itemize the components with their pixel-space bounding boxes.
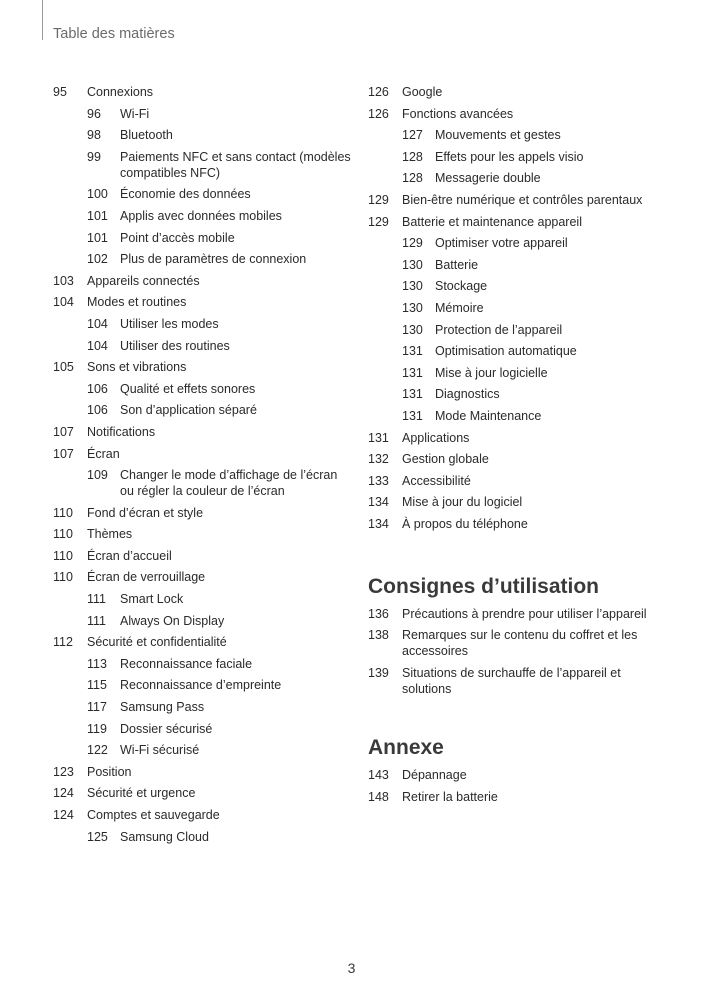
- toc-page-number: 104: [87, 338, 108, 353]
- toc-page-number: 143: [368, 768, 389, 783]
- toc-entry-title: Appareils connectés: [87, 273, 200, 288]
- toc-entry[interactable]: [368, 300, 668, 316]
- toc-entry[interactable]: [368, 322, 668, 338]
- toc-entry[interactable]: [53, 591, 353, 607]
- toc-entry[interactable]: [368, 494, 668, 510]
- toc-page-number: 119: [87, 721, 107, 736]
- toc-entry[interactable]: [53, 505, 353, 521]
- toc-entry-title: Utiliser les modes: [120, 316, 219, 331]
- toc-page-number: 138: [368, 628, 389, 643]
- toc-page-number: 139: [368, 666, 389, 681]
- toc-entry-title: Accessibilité: [402, 473, 471, 488]
- toc-entry[interactable]: [53, 548, 353, 564]
- toc-entry[interactable]: [368, 516, 668, 532]
- toc-entry-title: Économie des données: [120, 187, 251, 202]
- toc-entry[interactable]: [368, 235, 668, 251]
- toc-entry-title: Bluetooth: [120, 128, 173, 143]
- toc-entry[interactable]: [53, 149, 353, 181]
- toc-entry[interactable]: [53, 699, 353, 715]
- toc-entry[interactable]: [53, 807, 353, 823]
- toc-page-number: 102: [87, 252, 108, 267]
- toc-page-number: 110: [53, 548, 73, 563]
- toc-page-number: 124: [53, 786, 74, 801]
- toc-entry[interactable]: [368, 84, 668, 100]
- toc-entry[interactable]: [368, 430, 668, 446]
- toc-page-number: 96: [87, 106, 101, 121]
- toc-page-number: 103: [53, 273, 74, 288]
- toc-entry-title: Écran: [87, 446, 120, 461]
- toc-entry[interactable]: [368, 170, 668, 186]
- toc-entry-title: Google: [402, 85, 443, 99]
- toc-entry-title: Optimiser votre appareil: [435, 236, 568, 251]
- toc-entry[interactable]: [368, 789, 668, 805]
- toc-entry-title: Always On Display: [120, 613, 225, 628]
- toc-page-number: 130: [402, 322, 423, 337]
- toc-entry-title: Batterie: [435, 257, 479, 272]
- toc-page-number: 95: [53, 85, 67, 99]
- toc-entry[interactable]: [53, 634, 353, 650]
- toc-page-number: 131: [402, 387, 423, 402]
- toc-entry[interactable]: [368, 408, 668, 424]
- toc-entry-title: Mouvements et gestes: [435, 128, 561, 143]
- toc-entry-title: Écran de verrouillage: [87, 570, 206, 585]
- toc-entry-title: Protection de l’appareil: [435, 322, 563, 337]
- toc-page-number: 101: [87, 230, 108, 245]
- toc-page-number: 99: [87, 149, 101, 164]
- toc-page-number: 127: [402, 128, 423, 143]
- toc-page-number: 130: [402, 279, 423, 294]
- toc-page-number: 106: [87, 403, 108, 418]
- toc-entry[interactable]: [53, 569, 353, 585]
- toc-entry[interactable]: [368, 106, 668, 122]
- toc-page-number: 105: [53, 360, 74, 375]
- toc-page-number: 126: [368, 106, 389, 121]
- toc-entry-title: Paiements NFC et sans contact (modèles compatibles NFC): [120, 149, 351, 180]
- toc-page-number: 104: [87, 316, 108, 331]
- toc-page-number: 129: [368, 214, 389, 229]
- toc-entry-title: Wi-Fi: [120, 106, 150, 121]
- toc-page-number: 107: [53, 446, 74, 461]
- toc-entry[interactable]: [368, 606, 668, 622]
- toc-entry-title: Gestion globale: [402, 452, 489, 467]
- toc-entry-title: Sons et vibrations: [87, 360, 187, 375]
- header-rule: [42, 0, 43, 40]
- toc-page-number: 110: [53, 527, 73, 542]
- toc-entry[interactable]: [53, 251, 353, 267]
- toc-entry[interactable]: [53, 424, 353, 440]
- toc-entry-title: Qualité et effets sonores: [120, 381, 256, 396]
- toc-page-number: 100: [87, 187, 108, 202]
- toc-right-list: [368, 84, 668, 532]
- toc-page-number: 148: [368, 789, 389, 804]
- toc-page-number: 131: [368, 430, 389, 445]
- toc-page-number: 98: [87, 128, 101, 143]
- toc-entry[interactable]: [368, 473, 668, 489]
- toc-entry-title: Plus de paramètres de connexion: [120, 252, 307, 267]
- toc-entry[interactable]: [53, 294, 353, 310]
- toc-entry-title: Diagnostics: [435, 387, 500, 402]
- toc-entry[interactable]: [53, 467, 353, 499]
- toc-page-number: 130: [402, 257, 423, 272]
- toc-entry[interactable]: [53, 338, 353, 354]
- toc-entry-title: Thèmes: [87, 527, 133, 542]
- toc-entry[interactable]: [53, 613, 353, 629]
- toc-page-number: 110: [53, 505, 73, 520]
- toc-page-number: 104: [53, 295, 74, 310]
- toc-entry-title: Précautions à prendre pour utiliser l’appareil: [402, 606, 647, 621]
- toc-entry[interactable]: [368, 278, 668, 294]
- toc-page-number: 128: [402, 149, 423, 164]
- toc-entry-title: Comptes et sauvegarde: [87, 808, 220, 822]
- toc-entry[interactable]: [53, 829, 353, 845]
- toc-entry-title: Reconnaissance d’empreinte: [120, 678, 282, 693]
- toc-entry[interactable]: [53, 446, 353, 462]
- toc-entry-title: Retirer la batterie: [402, 789, 498, 804]
- toc-entry[interactable]: [368, 627, 668, 659]
- toc-entry[interactable]: [53, 656, 353, 672]
- toc-page-number: 131: [402, 344, 423, 359]
- toc-entry-title: Point d’accès mobile: [120, 230, 235, 245]
- section-title-annexe: Annexe: [368, 736, 444, 760]
- toc-entry-title: Mode Maintenance: [435, 408, 542, 423]
- toc-entry[interactable]: [53, 186, 353, 202]
- toc-page-number: 126: [368, 85, 389, 99]
- toc-entry-title: Changer le mode d’affichage de l’écran ou régler la couleur de l’écran: [120, 468, 338, 499]
- toc-page-number: 130: [402, 300, 423, 315]
- toc-entry-title: Wi-Fi sécurisé: [120, 743, 200, 758]
- toc-page-number: 115: [87, 678, 107, 693]
- toc-entry[interactable]: [53, 127, 353, 143]
- toc-entry[interactable]: [368, 257, 668, 273]
- toc-entry-title: Sécurité et urgence: [87, 786, 196, 801]
- toc-right-column: [368, 84, 668, 810]
- toc-entry[interactable]: [368, 214, 668, 230]
- toc-entry[interactable]: [368, 451, 668, 467]
- toc-entry-title: Mise à jour logicielle: [435, 365, 548, 380]
- toc-entry[interactable]: [368, 767, 668, 783]
- toc-entry-title: Messagerie double: [435, 171, 541, 186]
- toc-entry-title: Fonctions avancées: [402, 106, 514, 121]
- page-number: 3: [347, 960, 356, 976]
- toc-entry[interactable]: [53, 84, 353, 100]
- toc-entry-title: Position: [87, 764, 132, 779]
- toc-page-number: 133: [368, 473, 389, 488]
- toc-page-number: 128: [402, 171, 423, 186]
- toc-entry[interactable]: [53, 677, 353, 693]
- toc-entry[interactable]: [53, 273, 353, 289]
- toc-left-column: [53, 84, 353, 850]
- toc-entry-title: À propos du téléphone: [402, 516, 528, 531]
- toc-entry-title: Smart Lock: [120, 592, 184, 607]
- toc-page-number: 106: [87, 381, 108, 396]
- toc-entry-title: Mise à jour du logiciel: [402, 495, 523, 510]
- toc-entry[interactable]: [368, 665, 668, 697]
- toc-entry[interactable]: [53, 106, 353, 122]
- toc-page-number: 125: [87, 829, 108, 844]
- toc-entry[interactable]: [368, 149, 668, 165]
- toc-entry[interactable]: [53, 208, 353, 224]
- toc-entry-title: Applications: [402, 430, 470, 445]
- toc-entry[interactable]: [53, 764, 353, 780]
- toc-page-number: 111: [87, 613, 107, 628]
- toc-page-number: 107: [53, 424, 74, 439]
- page-header: Table des matières: [53, 26, 175, 42]
- toc-entry[interactable]: [368, 386, 668, 402]
- toc-entry-title: Samsung Cloud: [120, 829, 209, 844]
- toc-entry-title: Samsung Pass: [120, 700, 205, 715]
- toc-page-number: 136: [368, 606, 389, 621]
- toc-entry-title: Optimisation automatique: [435, 344, 577, 359]
- toc-entry-title: Notifications: [87, 424, 156, 439]
- toc-entry-title: Dépannage: [402, 768, 467, 783]
- toc-page-number: 134: [368, 516, 389, 531]
- toc-page-number: 117: [87, 700, 107, 715]
- toc-entry[interactable]: [53, 402, 353, 418]
- toc-entry[interactable]: [53, 526, 353, 542]
- toc-entry-title: Effets pour les appels visio: [435, 149, 584, 164]
- toc-entry[interactable]: [53, 721, 353, 737]
- toc-page-number: 122: [87, 743, 108, 758]
- section-consignes-list: [368, 606, 668, 697]
- toc-entry-title: Situations de surchauffe de l’appareil et solutions: [402, 666, 621, 697]
- toc-page-number: 129: [368, 192, 389, 207]
- toc-entry[interactable]: [53, 742, 353, 758]
- toc-page-number: 109: [87, 468, 108, 483]
- toc-page-number: 112: [53, 635, 73, 650]
- toc-entry-title: Stockage: [435, 279, 488, 294]
- toc-entry[interactable]: [53, 316, 353, 332]
- toc-entry-title: Son d’application séparé: [120, 403, 257, 418]
- toc-entry-title: Écran d’accueil: [87, 548, 172, 563]
- toc-entry-title: Remarques sur le contenu du coffret et les accessoires: [402, 628, 638, 659]
- toc-page-number: 129: [402, 236, 423, 251]
- toc-page-number: 123: [53, 764, 74, 779]
- toc-page-number: 101: [87, 208, 108, 223]
- toc-page-number: 132: [368, 452, 389, 467]
- toc-page-number: 134: [368, 495, 389, 510]
- toc-entry-title: Applis avec données mobiles: [120, 208, 282, 223]
- toc-entry[interactable]: [53, 230, 353, 246]
- toc-entry-title: Reconnaissance faciale: [120, 656, 253, 671]
- toc-entry[interactable]: [368, 192, 668, 208]
- toc-entry-title: Sécurité et confidentialité: [87, 635, 227, 650]
- toc-page-number: 131: [402, 365, 423, 380]
- toc-entry-title: Connexions: [87, 85, 154, 99]
- toc-entry-title: Dossier sécurisé: [120, 721, 213, 736]
- toc-entry-title: Batterie et maintenance appareil: [402, 214, 582, 229]
- toc-entry-title: Mémoire: [435, 300, 484, 315]
- toc-page-number: 113: [87, 656, 107, 671]
- toc-entry-title: Bien-être numérique et contrôles parentaux: [402, 192, 643, 207]
- toc-entry[interactable]: [368, 343, 668, 359]
- toc-entry-title: Fond d’écran et style: [87, 505, 204, 520]
- toc-entry[interactable]: [53, 785, 353, 801]
- section-annexe-list: [368, 767, 668, 805]
- toc-page-number: 124: [53, 808, 74, 822]
- section-title-consignes: Consignes d’utilisation: [368, 574, 600, 598]
- toc-entry-title: Utiliser des routines: [120, 338, 230, 353]
- toc-entry-title: Modes et routines: [87, 295, 187, 310]
- toc-entry[interactable]: [53, 359, 353, 375]
- toc-entry[interactable]: [368, 365, 668, 381]
- toc-entry[interactable]: [368, 127, 668, 143]
- toc-page-number: 110: [53, 570, 73, 585]
- toc-entry[interactable]: [53, 381, 353, 397]
- toc-page-number: 111: [87, 592, 107, 607]
- toc-page-number: 131: [402, 408, 423, 423]
